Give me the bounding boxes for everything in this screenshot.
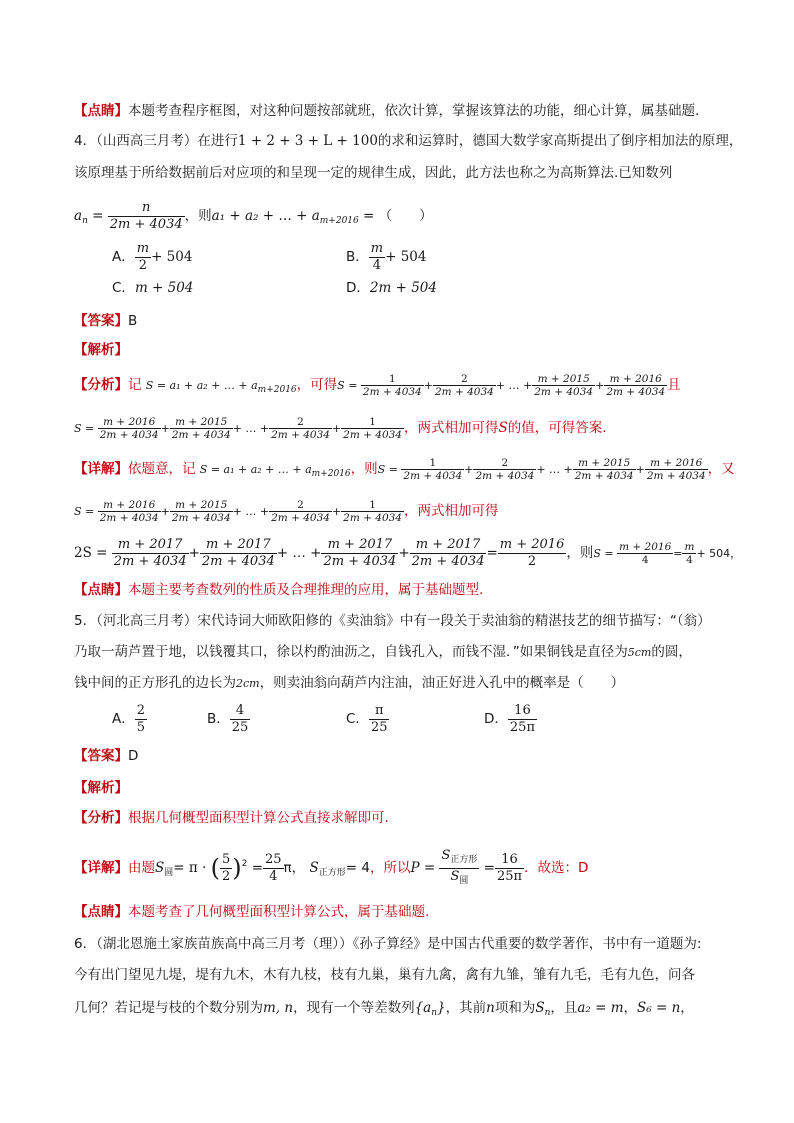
fraction-denominator: 2m + 4034 (113, 553, 187, 569)
variable: n (486, 1000, 495, 1016)
fraction-numerator: m (136, 240, 150, 256)
fraction-numerator: 5 (222, 851, 231, 867)
xiangjie-text: ，则 (350, 461, 378, 477)
fraction (433, 373, 496, 398)
option-label: A． (112, 249, 135, 265)
fraction-denominator: 2m + 4034 (646, 469, 706, 482)
fraction-numerator: 1 (341, 416, 404, 429)
q5-option-c[interactable] (346, 701, 389, 737)
q4-analysis (74, 340, 754, 360)
fraction-numerator: 4 (230, 703, 251, 720)
q5-comment (74, 902, 754, 922)
option-text: m + 504 (134, 280, 194, 296)
q4-option-c[interactable] (112, 278, 193, 298)
fraction-denominator: 2m + 4034 (99, 428, 159, 441)
fraction-denominator: 4 (269, 868, 278, 884)
comment-text: 本题考查程序框图，对这种问题按部就班，依次计算，掌握该算法的功能，细心计算，属基础题. (128, 103, 700, 119)
stem-text: ，则 (184, 208, 212, 224)
fraction-denominator: 2m + 4034 (201, 553, 275, 569)
seq-sum-subscript: m+2016 (319, 216, 359, 226)
stem-text: 《孙子算经》是中国古代重要的数学著作，书中有一道题为: (352, 936, 702, 952)
fraction (341, 499, 404, 524)
fraction-numerator: π (369, 703, 390, 720)
equals-pi: = π · (173, 860, 207, 876)
q4-fenxi-line-2: S = $\frac{m + 2016}{2m + 4034}$ + $\frac{m + 2015}{2m + 4034}$ + … + $\frac{2}{2m + 4034}$ + $\frac{1}{2m + 4034}$ ，两式相加可得S的值，可得答案. (74, 415, 607, 441)
fraction-denominator: 2m + 4034 (343, 511, 402, 524)
fraction-denominator: 4 (641, 553, 649, 566)
fraction (645, 457, 708, 482)
q4-option-d[interactable] (346, 278, 437, 298)
fraction-denominator: 2m + 4034 (606, 385, 666, 398)
sum-def-subscript: m+2016 (257, 385, 297, 395)
fraction-numerator: 16 (495, 852, 524, 869)
fraction-numerator: m + 2016 (499, 536, 565, 552)
fraction-numerator: m + 2017 (200, 537, 277, 554)
comment-tag: 【点睛】 (74, 582, 128, 598)
sum-def: S = a₁ + a₂ + … + a (199, 463, 312, 476)
xiangjie-text: ，则 (566, 545, 594, 561)
fraction-numerator: m + 2016 (645, 457, 708, 470)
sum-lhs: 2S = (74, 545, 108, 561)
comment-text: 本题考查了几何概型面积型计算公式，属于基础题. (128, 904, 430, 920)
q6-stem-line-3 (74, 998, 754, 1023)
xiangjie-text: ，两式相加可得 (404, 503, 499, 519)
sum-def: S = a₁ + a₂ + … + a (145, 379, 258, 392)
variables: m, n (263, 1000, 294, 1016)
fraction-denominator: 2 (527, 553, 537, 569)
xiangjie-text: ，又 (707, 461, 735, 477)
area-symbol: S (155, 860, 165, 876)
exponent: 2 (241, 859, 248, 869)
xiangjie-text: + 504， (696, 547, 742, 560)
fraction-numerator: 1 (401, 457, 464, 470)
sum-expression: 1 + 2 + 3 + L + 100 (237, 133, 378, 149)
answer-tag: 【答案】 (74, 748, 128, 764)
stem-text: 宋代诗词大师欧阳修的《卖油翁》中有一段关于卖油翁的精湛技艺的细节描写：“（翁） (197, 613, 711, 629)
q4-option-a[interactable] (112, 240, 192, 274)
equals: = (486, 545, 498, 561)
option-label: D． (484, 711, 508, 727)
fraction-numerator: m + 2015 (170, 499, 233, 512)
sequence-brace: } (437, 1000, 446, 1016)
option-fraction (135, 241, 151, 274)
q4-xiangjie-line-3: 2S = $\frac{m + 2017}{2m + 4034}$ + $\frac{m + 2017}{2m + 4034}$ + … + $\frac{m + 2017}{2m + 4034}$ + $\frac{m + 2017}{2m + 4034}$ = $\frac{m + 2016}{2}$ ，则S = $\frac{m + 2016}{4}$ = $\frac{m}{4}$ + 504， (74, 536, 742, 569)
q5-stem-line-3 (74, 673, 754, 694)
sum-subscript: n (544, 1008, 551, 1018)
area-subscript: 正方形 (318, 868, 346, 878)
fenxi-text: 记 (128, 377, 142, 393)
sum-def-subscript: m+2016 (311, 469, 351, 479)
fenxi-symbol: S (498, 420, 508, 436)
fraction-denominator: 2m + 4034 (475, 469, 535, 482)
area-symbol: S (309, 860, 319, 876)
q5-option-b[interactable] (207, 701, 250, 737)
fraction-numerator: m + 2017 (112, 537, 189, 554)
stem-text: = （ ） (358, 208, 433, 224)
option-label: C． (112, 280, 135, 296)
fraction (112, 537, 189, 570)
option-text: 2m + 504 (369, 280, 437, 296)
answer-value: B (128, 313, 138, 329)
fraction-numerator: n (108, 200, 185, 217)
seq-fraction (108, 200, 185, 233)
fraction (410, 537, 487, 570)
q5-fenxi (74, 808, 754, 828)
fraction-denominator: 2m + 4034 (109, 216, 183, 232)
fraction (361, 373, 424, 398)
fenxi-text: ，两式相加可得 (404, 420, 499, 436)
question-source: （湖北恩施土家族苗族高中高三月考（理）） (96, 936, 353, 952)
answer-tag: 【答案】 (74, 313, 128, 329)
sequence-subscript: n (431, 1008, 438, 1018)
ellipsis: + … + (276, 545, 322, 561)
fraction-denominator: 2m + 4034 (171, 428, 231, 441)
area-subscript: 圆 (459, 875, 469, 886)
fraction-denominator: 2m + 4034 (343, 428, 402, 441)
question-number: 5． (74, 613, 97, 629)
seq-symbol: a (74, 208, 83, 224)
fraction-numerator: m (684, 540, 695, 553)
fraction (341, 416, 404, 441)
fraction-numerator: m + 2016 (98, 499, 161, 512)
fraction-denominator: 25 (370, 719, 388, 735)
q4-sequence-line: $a_n$ = $\frac{n}{2m + 4034}$ ，则a₁ + a₂ + … + $a_{m+2016}$ = （ ） (74, 199, 433, 232)
xiangjie-text: ．故选：D (524, 860, 589, 876)
xiangjie-text: 由题 (128, 860, 155, 876)
area-symbol: S (450, 868, 460, 884)
option-rest: + 504 (151, 249, 193, 265)
stem-text: 的求和运算时，德国大数学家高斯提出了倒序相加法的原理， (377, 133, 743, 149)
fraction (98, 416, 161, 441)
fraction (573, 457, 636, 482)
fraction-denominator: 25π (496, 868, 523, 884)
analysis-tag: 【解析】 (74, 780, 128, 796)
fraction-denominator: 2m + 4034 (99, 511, 159, 524)
fraction-numerator: m + 2016 (98, 416, 161, 429)
seq-subscript: n (82, 216, 88, 226)
intro-comment (74, 101, 754, 121)
stem-text: ，且 (550, 1000, 578, 1016)
question-source: （河北高三月考） (96, 613, 198, 629)
fraction-numerator: m + 2015 (532, 373, 595, 386)
option-fraction (230, 703, 251, 736)
fraction-denominator: 2m + 4034 (171, 511, 231, 524)
fraction-numerator: m + 2015 (573, 457, 636, 470)
fraction (170, 416, 233, 441)
fenxi-tag: 【分析】 (74, 810, 128, 826)
q4-fenxi-line-1: 【分析】记 S = a₁ + a₂ + … + $a_{m+2016}$，可得S = $\frac{1}{2m + 4034}$ + $\frac{2}{2m + 4034}$ + … + $\frac{m + 2015}{2m + 4034}$ + $\frac{m + 2016}{2m + 4034}$ 且 (74, 372, 681, 398)
fraction (263, 852, 284, 885)
xiangjie-text: ，所以 (369, 860, 411, 876)
stem-text: 乃取一葫芦置于地，以钱覆其口，徐以杓酌油沥之，自钱孔入，而钱不湿．”如果铜钱是直径为 (74, 644, 628, 660)
fraction (617, 541, 673, 566)
fraction-denominator: 25π (509, 719, 535, 735)
fraction-denominator: 2m + 4034 (434, 385, 494, 398)
fraction-numerator: 1 (341, 499, 404, 512)
q4-xiangjie-line-1: 【详解】依题意，记 S = a₁ + a₂ + … + $a_{m+2016}$，则S = $\frac{1}{2m + 4034}$ + $\frac{2}{2m + 4034}$ + … + $\frac{m + 2015}{2m + 4034}$ + $\frac{m + 2016}{2m + 4034}$ ，又 (74, 456, 735, 482)
fraction (498, 537, 567, 570)
stem-text: 项和为 (494, 1000, 536, 1016)
sum-symbol: S (535, 1000, 545, 1016)
analysis-tag: 【解析】 (74, 342, 128, 358)
option-label: D． (346, 280, 370, 296)
fraction-numerator: m + 2016 (604, 373, 667, 386)
question-source: （山西高三月考） (96, 133, 198, 149)
q5-stem-line-1 (74, 611, 754, 631)
fraction (200, 537, 277, 570)
fraction (532, 373, 595, 398)
fraction-numerator: 2 (269, 499, 332, 512)
stem-text: ， (623, 1000, 638, 1016)
fraction-numerator: 2 (136, 702, 146, 718)
q5-stem-line-2 (74, 642, 754, 663)
fraction-denominator: 2m + 4034 (362, 385, 422, 398)
fraction-denominator: 2m + 4034 (271, 428, 330, 441)
pi-symbol: π， (283, 860, 306, 876)
fraction (473, 457, 536, 482)
q4-option-b[interactable] (346, 240, 426, 274)
fraction-denominator: 2m + 4034 (323, 553, 397, 569)
xiangjie-tag: 【详解】 (74, 461, 128, 477)
fraction (269, 416, 332, 441)
q4-stem-line-1 (74, 131, 754, 151)
option-label: C． (346, 711, 369, 727)
fraction-denominator: 25 (231, 719, 249, 735)
sequence-symbol: {a (414, 1000, 432, 1016)
fraction-denominator: 5 (136, 719, 146, 735)
fenxi-tag: 【分析】 (74, 377, 128, 393)
option-fraction (508, 703, 537, 736)
fraction-numerator: m + 2017 (410, 537, 487, 554)
option-fraction (135, 703, 147, 736)
condition: S₆ = n (637, 1000, 681, 1016)
fraction (439, 848, 479, 889)
fraction-numerator: m + 2015 (170, 416, 233, 429)
seq-sum: a₁ + a₂ + … + a (211, 208, 320, 224)
fraction (321, 537, 398, 570)
fraction (98, 499, 161, 524)
option-label: B． (207, 711, 230, 727)
fenxi-text: 根据几何概型面积型计算公式直接求解即可. (128, 810, 389, 826)
area-value: = 4 (345, 860, 370, 876)
comment-text: 本题主要考查数列的性质及合理推理的应用，属于基础题型. (128, 582, 484, 598)
answer-value: D (128, 748, 139, 764)
fraction-denominator: 2 (138, 257, 148, 273)
question-number: 4． (74, 133, 97, 149)
fraction-numerator: m + 2016 (619, 540, 672, 553)
option-rest: + 504 (385, 249, 427, 265)
fraction-numerator: 2 (433, 373, 496, 386)
equals: = (251, 860, 263, 876)
stem-text: 几何？若记堤与枝的个数分别为 (74, 1000, 263, 1016)
fraction-denominator: 2m + 4034 (574, 469, 634, 482)
area-subscript: 圆 (164, 868, 174, 878)
fraction-denominator: 2m + 4034 (403, 469, 463, 482)
fraction (682, 541, 696, 566)
side-value: 2cm (236, 677, 260, 690)
stem-text: 钱中间的正方形孔的边长为 (74, 675, 236, 691)
fraction-denominator: 2m + 4034 (411, 553, 485, 569)
fraction-denominator: 2m + 4034 (534, 385, 594, 398)
fraction-numerator: 2 (473, 457, 536, 470)
fenxi-text: 且 (667, 377, 681, 393)
comment-tag: 【点睛】 (74, 904, 128, 920)
fraction-numerator: m (370, 240, 384, 256)
stem-text: 该原理基于所给数据前后对应项的和呈现一定的规律生成，因此，此方法也称之为高斯算法.已知数列 (74, 165, 673, 181)
fraction-denominator: 2 (222, 868, 231, 884)
q5-answer (74, 746, 754, 766)
fraction-numerator: 25 (265, 851, 282, 867)
stem-text: ，现有一个等差数列 (293, 1000, 415, 1016)
fraction (170, 499, 233, 524)
fenxi-text: ，可得 (296, 377, 338, 393)
q5-analysis (74, 778, 754, 798)
option-label: B． (346, 249, 369, 265)
q4-stem-line-2 (74, 163, 754, 183)
q6-stem-line-2 (74, 965, 754, 985)
comment-tag: 【点睛】 (74, 103, 128, 119)
xiangjie-tag: 【详解】 (74, 860, 128, 876)
xiangjie-text: 依题意，记 (128, 461, 196, 477)
q4-xiangjie-line-2: S = $\frac{m + 2016}{2m + 4034}$ + $\frac{m + 2015}{2m + 4034}$ + … + $\frac{2}{2m + 4034}$ + $\frac{1}{2m + 4034}$ ，两式相加可得 (74, 498, 499, 524)
area-subscript: 正方形 (450, 854, 478, 865)
option-label: A． (112, 711, 135, 727)
fraction (401, 457, 464, 482)
fraction (269, 499, 332, 524)
area-symbol: S (441, 847, 451, 863)
fraction-denominator: 4 (686, 553, 693, 566)
diameter-value: 5cm (627, 646, 652, 659)
question-number: 6． (74, 936, 97, 952)
stem-text: 的圆， (651, 644, 692, 660)
fraction-numerator: 1 (361, 373, 424, 386)
stem-text: 今有出门望见九堤，堤有九木，木有九枝，枝有九巢，巢有九禽，禽有九雏，雏有九毛，毛有九色，问各 (74, 967, 695, 983)
q5-option-a[interactable] (112, 701, 147, 737)
fraction (495, 852, 524, 885)
stem-text: ， (680, 1000, 694, 1016)
fraction-numerator: 2 (269, 416, 332, 429)
option-fraction (369, 703, 390, 736)
q4-answer (74, 311, 754, 331)
condition: a₂ = m (577, 1000, 624, 1016)
stem-text: ，其前 (445, 1000, 487, 1016)
fraction (604, 373, 667, 398)
q4-comment (74, 580, 754, 600)
fraction-denominator: 4 (372, 257, 382, 273)
probability-symbol: P = (410, 860, 436, 876)
option-fraction (369, 241, 385, 274)
q5-xiangjie: 【详解】由题$S_圆= \pi$ · ( $\frac{5}{2}$ )$^2$ = $\frac{25}{4}$ π， $S_{正方形}= 4$，所以P = $S_{正方形}$ $S_圆$ = $\frac{16}{25\pi}$ ．故选：D (74, 842, 754, 895)
fraction (220, 852, 232, 885)
stem-text: ，则卖油翁向葫芦内注油，油正好进入孔中的概率是（ ） (259, 675, 625, 691)
fraction-numerator: 16 (508, 703, 537, 720)
fraction-numerator: m + 2017 (321, 537, 398, 554)
fenxi-text: 的值，可得答案. (507, 420, 607, 436)
q5-option-d[interactable] (484, 701, 537, 737)
q6-stem-line-1 (74, 934, 754, 954)
stem-text: 在进行 (197, 133, 238, 149)
fraction-denominator: 2m + 4034 (271, 511, 330, 524)
